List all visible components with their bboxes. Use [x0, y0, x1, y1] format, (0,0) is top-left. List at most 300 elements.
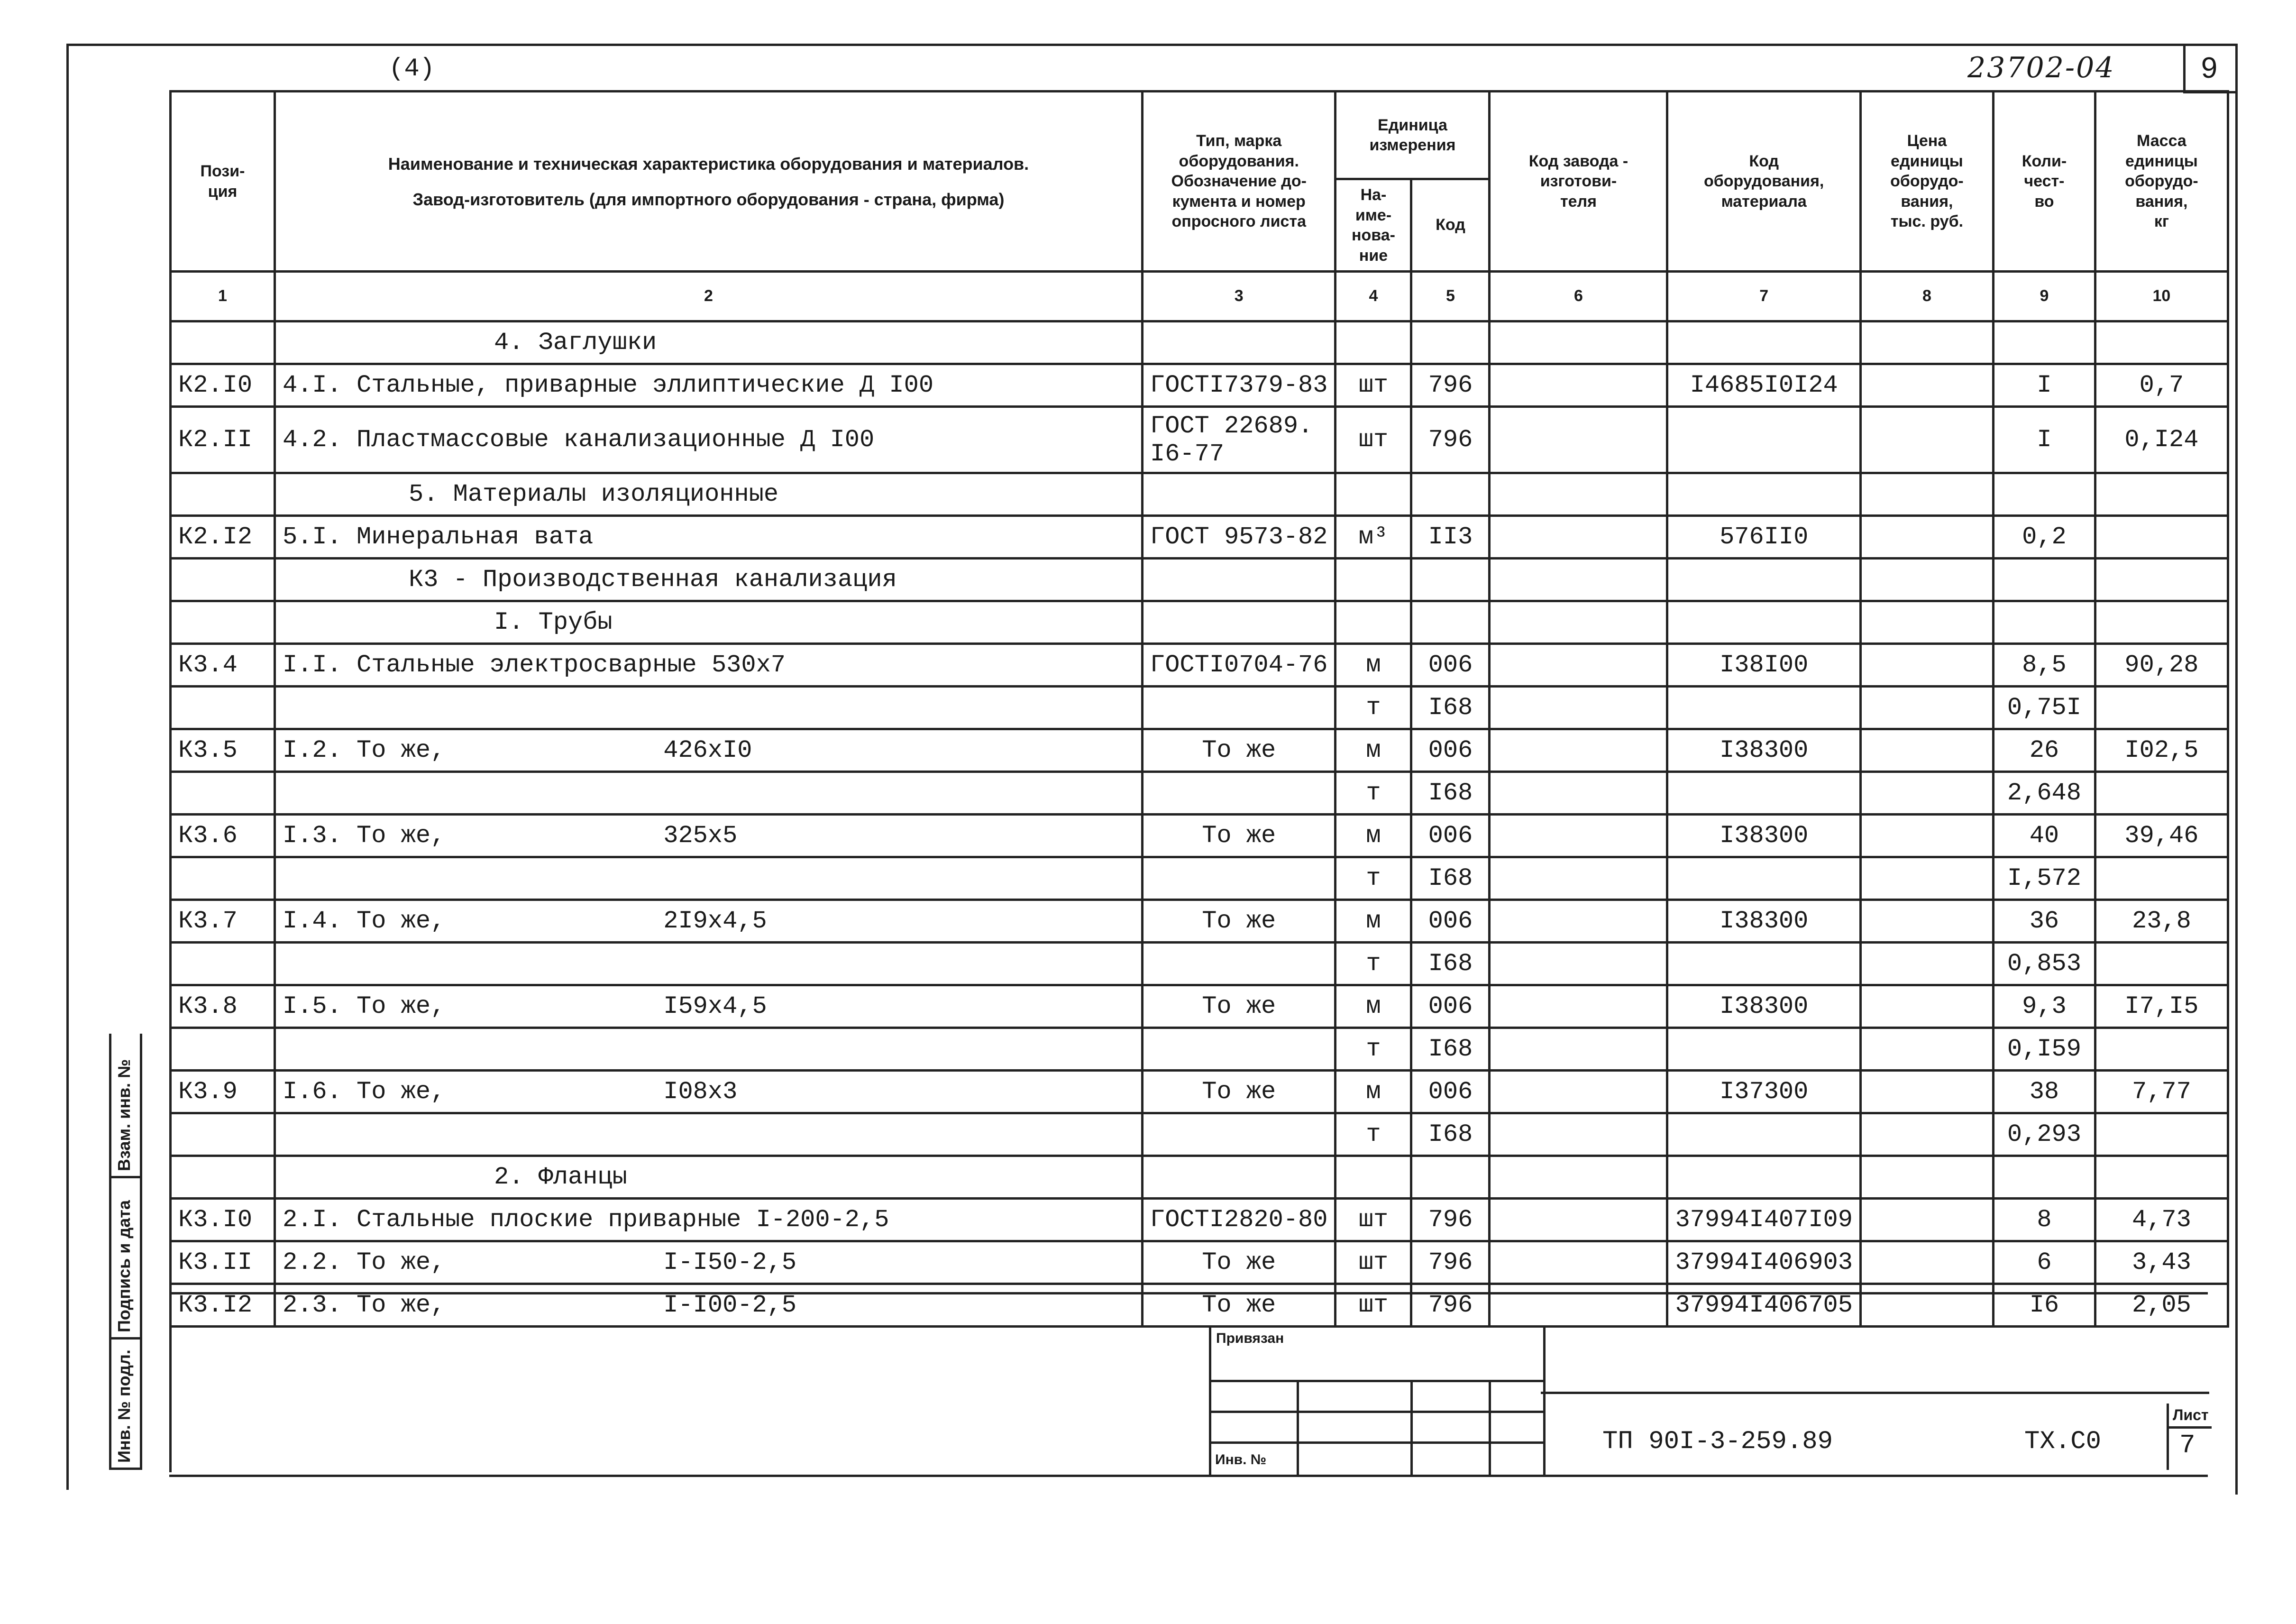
col-header-unit-name-l1: На- [1360, 186, 1387, 204]
cell-position: К2.I2 [171, 516, 275, 559]
type-line: То же [1202, 992, 1276, 1020]
item-name: 2.3. То же, [283, 1291, 446, 1319]
item-name: 5.I. Минеральная вата [283, 523, 594, 551]
cell-material-code [1667, 772, 1860, 815]
cell-factory-code [1490, 364, 1667, 407]
col-header-type-l4: кумента и номер [1172, 192, 1306, 211]
cell-mass [2095, 772, 2228, 815]
cell-type [1143, 1028, 1336, 1071]
document-code: ТП 90I-3-259.89 [1602, 1427, 1833, 1456]
table-row [171, 1028, 2228, 1071]
section-title: К3 - Производственная канализация [275, 559, 1143, 601]
item-name: I.3. То же, [283, 822, 446, 850]
section-title: 4. Заглушки [275, 321, 1143, 364]
section-row [171, 601, 2228, 644]
corner-page-number: 9 [2201, 52, 2218, 84]
cell-name [275, 729, 1143, 772]
cell-type [1143, 1241, 1336, 1284]
cell-price [1860, 772, 1993, 815]
cell-unit-code: 006 [1411, 729, 1490, 772]
cell-empty [1667, 473, 1860, 516]
item-name: I.6. То же, [283, 1078, 446, 1106]
cell-mass: 4,73 [2095, 1199, 2228, 1241]
table-row [171, 1241, 2228, 1284]
cell-mass: 90,28 [2095, 644, 2228, 687]
cell-unit-code: 796 [1411, 364, 1490, 407]
table-row [171, 772, 2228, 815]
cell-position: К3.7 [171, 900, 275, 943]
cell-material-code: I4685I0I24 [1667, 364, 1860, 407]
cell-mass: 0,7 [2095, 364, 2228, 407]
col-header-unit-group-l2: измерения [1369, 136, 1456, 154]
cell-type [1143, 729, 1336, 772]
cell-position [171, 1156, 275, 1199]
cell-empty [1667, 601, 1860, 644]
cell-position: К3.9 [171, 1071, 275, 1113]
title-block-left-edge [169, 1292, 172, 1472]
cell-factory-code [1490, 900, 1667, 943]
cell-factory-code [1490, 644, 1667, 687]
cell-empty [1860, 559, 1993, 601]
col-header-material-code [1667, 92, 1860, 272]
cell-price [1860, 1113, 1993, 1156]
frame-top-line [66, 44, 2238, 46]
item-dimension: I08х3 [663, 1078, 738, 1106]
cell-name [275, 1113, 1143, 1156]
item-dimension: I-I00-2,5 [663, 1291, 797, 1319]
cell-empty [1993, 601, 2095, 644]
cell-quantity: I,572 [1993, 857, 2095, 900]
item-name: I.4. То же, [283, 907, 446, 935]
cell-price [1860, 407, 1993, 473]
item-name: I.2. То же, [283, 736, 446, 764]
cell-unit-code: 796 [1411, 1284, 1490, 1327]
section-row [171, 473, 2228, 516]
col-header-factory-code-l3: теля [1560, 192, 1597, 211]
cell-unit-code: I68 [1411, 943, 1490, 985]
cell-empty [1860, 321, 1993, 364]
table-row [171, 364, 2228, 407]
cell-name [275, 516, 1143, 559]
cell-quantity: 8 [1993, 1199, 2095, 1241]
table-row [171, 985, 2228, 1028]
table-row [171, 1199, 2228, 1241]
col-header-unit-group [1336, 92, 1490, 179]
section-title: 5. Материалы изоляционные [275, 473, 1143, 516]
type-line: То же [1202, 1078, 1276, 1106]
binding-label-vzam: Взам. инв. № [114, 1059, 134, 1171]
cell-empty [1336, 321, 1411, 364]
frame-left-line [66, 44, 69, 1490]
col-header-factory-code-l1: Код завода - [1528, 152, 1628, 170]
cell-quantity: 0,75I [1993, 687, 2095, 729]
cell-unit-code: 006 [1411, 900, 1490, 943]
cell-material-code [1667, 687, 1860, 729]
col-header-unit-name-l2: име- [1355, 206, 1392, 224]
type-line-2: I6-77 [1150, 440, 1225, 468]
cell-material-code: I38300 [1667, 729, 1860, 772]
cell-type [1143, 407, 1336, 473]
col-header-quantity-l2: чест- [2024, 172, 2065, 191]
cell-quantity: 6 [1993, 1241, 2095, 1284]
cell-unit: шт [1336, 1284, 1411, 1327]
cell-factory-code [1490, 1028, 1667, 1071]
cell-mass: 2,05 [2095, 1284, 2228, 1327]
cell-mass: 7,77 [2095, 1071, 2228, 1113]
cell-mass [2095, 857, 2228, 900]
cell-name [275, 772, 1143, 815]
cell-type [1143, 516, 1336, 559]
table-body [171, 321, 2228, 1327]
cell-factory-code [1490, 687, 1667, 729]
binding-cell-podpis [111, 1176, 142, 1340]
cell-type [1143, 364, 1336, 407]
type-line: То же [1202, 736, 1276, 764]
privyazan-hline [1211, 1441, 1543, 1444]
cell-unit: м [1336, 815, 1411, 857]
cell-empty [1411, 1156, 1490, 1199]
col-header-unit-name-l4: ние [1359, 246, 1388, 265]
cell-quantity: 8,5 [1993, 644, 2095, 687]
cell-empty [1143, 473, 1336, 516]
cell-position: К3.II [171, 1241, 275, 1284]
cell-name [275, 985, 1143, 1028]
section-row [171, 1156, 2228, 1199]
cell-unit-code: I68 [1411, 857, 1490, 900]
cell-position [171, 601, 275, 644]
cell-price [1860, 943, 1993, 985]
title-block [169, 1292, 2208, 1477]
type-line: ГОСТ 9573-82 [1150, 523, 1328, 551]
col-header-quantity-l1: Коли- [2022, 152, 2067, 170]
cell-empty [1411, 321, 1490, 364]
cell-type [1143, 943, 1336, 985]
section-title: 2. Фланцы [275, 1156, 1143, 1199]
col-num: 8 [1860, 272, 1993, 321]
cell-unit: т [1336, 1113, 1411, 1156]
cell-material-code: I38I00 [1667, 644, 1860, 687]
table-row [171, 687, 2228, 729]
col-header-position-l2: ция [208, 182, 238, 201]
specification-table [169, 90, 2229, 1328]
col-header-mass-l4: вания, [2135, 192, 2188, 211]
table-row [171, 943, 2228, 985]
table-row [171, 900, 2228, 943]
col-num: 2 [275, 272, 1143, 321]
col-header-price-l2: единицы [1891, 152, 1963, 170]
cell-material-code: I37300 [1667, 1071, 1860, 1113]
type-line: ГОСТI2820-80 [1150, 1206, 1328, 1234]
cell-empty [1860, 1156, 1993, 1199]
cell-empty [1993, 321, 2095, 364]
cell-position: К3.6 [171, 815, 275, 857]
col-header-unit-group-l1: Единица [1378, 116, 1447, 134]
item-name: 2.I. Стальные плоские приварные I-200-2,5 [283, 1206, 889, 1234]
sheet-number: 7 [2179, 1430, 2195, 1460]
cell-empty [1336, 601, 1411, 644]
privyazan-hline [1211, 1411, 1543, 1413]
col-num: 1 [171, 272, 275, 321]
cell-unit-code: 006 [1411, 985, 1490, 1028]
cell-price [1860, 815, 1993, 857]
col-num: 6 [1490, 272, 1667, 321]
col-header-name-l2: Завод-изготовитель (для импортного оборудования - страна, фирма) [412, 189, 1005, 209]
cell-position [171, 559, 275, 601]
cell-factory-code [1490, 516, 1667, 559]
cell-unit: т [1336, 857, 1411, 900]
col-header-name [275, 92, 1143, 272]
cell-position [171, 1113, 275, 1156]
table-row [171, 1071, 2228, 1113]
cell-name [275, 1071, 1143, 1113]
cell-position [171, 857, 275, 900]
item-dimension: 325х5 [663, 822, 738, 850]
binding-cell-inv [111, 1337, 142, 1470]
col-header-mass-l3: оборудо- [2125, 172, 2198, 191]
cell-empty [2095, 601, 2228, 644]
document-suffix: ТХ.С0 [2024, 1427, 2102, 1456]
cell-position [171, 772, 275, 815]
cell-unit-code: 796 [1411, 407, 1490, 473]
cell-factory-code [1490, 985, 1667, 1028]
cell-price [1860, 729, 1993, 772]
cell-position: К2.I0 [171, 364, 275, 407]
cell-empty [1143, 601, 1336, 644]
binding-cell-vzam [111, 1034, 142, 1178]
col-header-position [171, 92, 275, 272]
cell-quantity: 36 [1993, 900, 2095, 943]
cell-price [1860, 1028, 1993, 1071]
type-line: То же [1202, 1291, 1276, 1319]
col-header-unit-code: Код [1411, 179, 1490, 272]
cell-material-code: 37994I406705 [1667, 1284, 1860, 1327]
type-line: То же [1202, 1248, 1276, 1276]
cell-quantity: 40 [1993, 815, 2095, 857]
cell-type [1143, 772, 1336, 815]
col-header-type-l5: опросного листа [1171, 212, 1306, 231]
cell-unit-code: I68 [1411, 687, 1490, 729]
item-dimension: I-I50-2,5 [663, 1248, 797, 1276]
cell-empty [1860, 473, 1993, 516]
cell-unit: м [1336, 1071, 1411, 1113]
item-dimension: I59х4,5 [663, 992, 767, 1020]
cell-unit: шт [1336, 407, 1411, 473]
cell-unit-code: 006 [1411, 1071, 1490, 1113]
cell-position [171, 1028, 275, 1071]
cell-price [1860, 1071, 1993, 1113]
item-dimension: 2I9х4,5 [663, 907, 767, 935]
cell-material-code: 37994I407I09 [1667, 1199, 1860, 1241]
cell-name [275, 644, 1143, 687]
privyazan-box [1209, 1325, 1546, 1477]
cell-factory-code [1490, 857, 1667, 900]
cell-mass [2095, 687, 2228, 729]
col-header-unit-name [1336, 179, 1411, 272]
cell-factory-code [1490, 815, 1667, 857]
col-header-factory-code [1490, 92, 1667, 272]
cell-quantity: 0,I59 [1993, 1028, 2095, 1071]
cell-name [275, 900, 1143, 943]
cell-quantity: 0,853 [1993, 943, 2095, 985]
col-header-material-code-l1: Код [1749, 152, 1779, 170]
cell-material-code [1667, 943, 1860, 985]
item-name: 2.2. То же, [283, 1248, 446, 1276]
cell-unit-code: II3 [1411, 516, 1490, 559]
col-header-mass-l2: единицы [2125, 152, 2198, 170]
cell-unit: шт [1336, 1199, 1411, 1241]
col-header-price-l5: тыс. руб. [1890, 212, 1964, 231]
cell-empty [1336, 1156, 1411, 1199]
cell-name [275, 815, 1143, 857]
cell-factory-code [1490, 1199, 1667, 1241]
cell-empty [1336, 559, 1411, 601]
col-header-quantity-l3: во [2034, 192, 2054, 211]
col-header-material-code-l3: материала [1721, 192, 1807, 211]
cell-mass: 3,43 [2095, 1241, 2228, 1284]
cell-unit: м [1336, 900, 1411, 943]
cell-name [275, 1199, 1143, 1241]
cell-price [1860, 687, 1993, 729]
cell-empty [2095, 321, 2228, 364]
cell-price [1860, 985, 1993, 1028]
binding-strip [109, 1034, 178, 1470]
type-line: ГОСТI7379-83 [1150, 371, 1328, 399]
cell-unit: т [1336, 687, 1411, 729]
sheet-label: Лист [2173, 1406, 2209, 1423]
cell-position: К3.I2 [171, 1284, 275, 1327]
cell-material-code: I38300 [1667, 815, 1860, 857]
cell-factory-code [1490, 772, 1667, 815]
cell-name [275, 943, 1143, 985]
section-row [171, 559, 2228, 601]
cell-unit-code: 796 [1411, 1241, 1490, 1284]
column-numbers-row [171, 272, 2228, 321]
col-header-name-l1: Наименование и техническая характеристика оборудования и материалов. [388, 154, 1029, 174]
cell-empty [1667, 559, 1860, 601]
cell-unit: шт [1336, 1241, 1411, 1284]
cell-factory-code [1490, 943, 1667, 985]
inv-no-label: Инв. № [1215, 1452, 1267, 1468]
cell-empty [1860, 601, 1993, 644]
cell-name [275, 687, 1143, 729]
cell-mass [2095, 1113, 2228, 1156]
cell-empty [1993, 1156, 2095, 1199]
col-num: 5 [1411, 272, 1490, 321]
cell-quantity: 26 [1993, 729, 2095, 772]
item-name: 4.2. Пластмассовые канализационные Д I00 [283, 426, 875, 454]
col-num: 3 [1143, 272, 1336, 321]
table-row [171, 644, 2228, 687]
cell-type [1143, 1113, 1336, 1156]
col-header-price-l1: Цена [1907, 132, 1947, 150]
col-header-type [1143, 92, 1336, 272]
cell-empty [2095, 559, 2228, 601]
cell-type [1143, 687, 1336, 729]
cell-position: К2.II [171, 407, 275, 473]
table-row [171, 407, 2228, 473]
frame-right-line [2235, 44, 2238, 1495]
cell-name [275, 407, 1143, 473]
table-row [171, 1113, 2228, 1156]
cell-mass: 39,46 [2095, 815, 2228, 857]
cell-material-code: I38300 [1667, 900, 1860, 943]
cell-position [171, 473, 275, 516]
privyazan-label: Привязан [1216, 1330, 1284, 1346]
privyazan-vline [1410, 1380, 1413, 1475]
cell-position [171, 943, 275, 985]
item-name: 4.I. Стальные, приварные эллиптические Д I00 [283, 371, 934, 399]
table-row [171, 815, 2228, 857]
cell-name [275, 364, 1143, 407]
col-num: 9 [1993, 272, 2095, 321]
cell-type [1143, 857, 1336, 900]
cell-empty [1336, 473, 1411, 516]
type-line: ГОСТI0704-76 [1150, 651, 1328, 679]
cell-name [275, 1241, 1143, 1284]
cell-empty [2095, 473, 2228, 516]
cell-price [1860, 900, 1993, 943]
binding-label-inv: Инв. № подл. [114, 1349, 134, 1463]
cell-unit: т [1336, 772, 1411, 815]
cell-position: К3.I0 [171, 1199, 275, 1241]
cell-mass [2095, 1028, 2228, 1071]
cell-position: К3.5 [171, 729, 275, 772]
cell-unit: м [1336, 729, 1411, 772]
cell-material-code: I38300 [1667, 985, 1860, 1028]
col-header-quantity [1993, 92, 2095, 272]
cell-unit: шт [1336, 364, 1411, 407]
cell-empty [1993, 473, 2095, 516]
cell-material-code: 37994I406903 [1667, 1241, 1860, 1284]
cell-type [1143, 1199, 1336, 1241]
cell-material-code [1667, 1028, 1860, 1071]
type-line: То же [1202, 822, 1276, 850]
cell-empty [1667, 321, 1860, 364]
table-row [171, 516, 2228, 559]
col-num: 7 [1667, 272, 1860, 321]
cell-unit-code: 006 [1411, 815, 1490, 857]
col-header-price-l4: вания, [1901, 192, 1953, 211]
cell-quantity: I [1993, 364, 2095, 407]
cell-empty [1490, 601, 1667, 644]
cell-empty [1411, 559, 1490, 601]
cell-empty [1490, 473, 1667, 516]
cell-quantity: 0,2 [1993, 516, 2095, 559]
cell-quantity: 38 [1993, 1071, 2095, 1113]
col-header-mass [2095, 92, 2228, 272]
table-row [171, 729, 2228, 772]
col-header-position-l1: Пози- [200, 162, 245, 180]
cell-mass: I7,I5 [2095, 985, 2228, 1028]
cell-unit: м [1336, 985, 1411, 1028]
handwritten-doc-number: 23702-04 [1967, 51, 2115, 84]
cell-factory-code [1490, 1113, 1667, 1156]
cell-quantity: 2,648 [1993, 772, 2095, 815]
cell-type [1143, 815, 1336, 857]
cell-position [171, 687, 275, 729]
cell-unit: т [1336, 943, 1411, 985]
col-header-mass-l5: кг [2154, 212, 2169, 231]
section-title: I. Трубы [275, 601, 1143, 644]
cell-empty [1143, 1156, 1336, 1199]
cell-empty [1411, 473, 1490, 516]
cell-empty [1490, 321, 1667, 364]
col-header-unit-name-l3: нова- [1351, 226, 1395, 244]
cell-unit: т [1336, 1028, 1411, 1071]
item-dimension: 426хI0 [663, 736, 752, 764]
cell-empty [1490, 1156, 1667, 1199]
cell-type [1143, 900, 1336, 943]
